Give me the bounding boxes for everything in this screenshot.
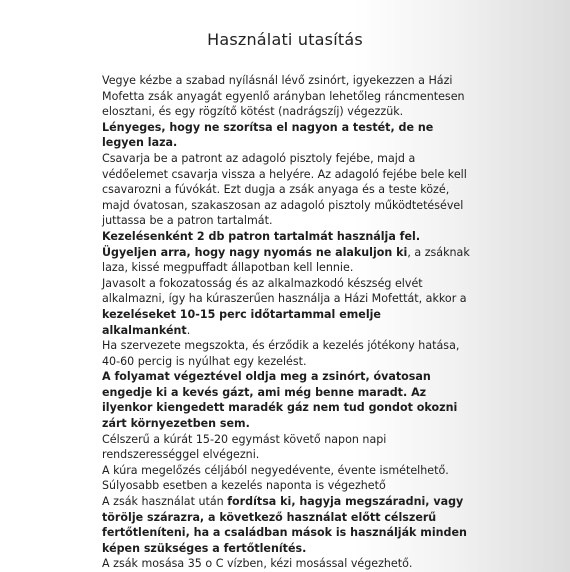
body-text: A zsák használat után (102, 495, 228, 509)
instructions-body (102, 73, 472, 572)
instruction-paragraph (102, 369, 472, 431)
body-text: , a zsáknak laza, kissé megpuffadt állapotban kell lennie. (102, 245, 470, 275)
body-text: Súlyosabb esetben a kezelés naponta is végezhető (102, 479, 386, 493)
instruction-paragraph (102, 120, 472, 151)
body-text: Javasolt a fokozatosság és az alkalmazkodó készség elvét alkalmazni, így ha kúraszerűen használja a Házi Mofettát, akkor a (102, 276, 467, 306)
page-title: Használati utasítás (207, 30, 363, 49)
instruction-paragraph (102, 478, 472, 494)
instruction-paragraph (102, 432, 472, 463)
instruction-paragraph (102, 494, 472, 556)
body-text: Vegye kézbe a szabad nyílásnál lévő zsinórt, igyekezzen a Házi Mofetta zsák anyagát egyenlő arányban lehetőleg ráncmentesen elosztani, és egy rögzítő kötést (nadrágszíj) végezzük. (102, 74, 465, 119)
instruction-paragraph (102, 73, 472, 120)
bold-text: kezeléseket 10-15 perc időtartammal emelje alkalmanként (102, 307, 381, 337)
instruction-paragraph (102, 338, 472, 369)
instruction-paragraph (102, 245, 472, 276)
bold-text: Kezelésenként 2 db patron tartalmát használja fel. (102, 229, 421, 243)
bold-text: A folyamat végeztével oldja meg a zsinórt, óvatosan engedje ki a kevés gázt, ami még benne maradt. Az ilyenkor kiengedett maradék gáz nem tud gondot okozni zárt környezetben sem. (102, 370, 458, 431)
bold-text: Lényeges, hogy ne szorítsa el nagyon a testét, de ne legyen laza. (102, 120, 434, 150)
bold-text: fordítsa ki, hagyja megszáradni, vagy törölje szárazra, a következő használat előtt célszerű fertőtleníteni, ha a családban mások is használják minden képen szükséges a fertőtlenítés. (102, 495, 467, 555)
instruction-paragraph (102, 229, 472, 245)
instruction-paragraph (102, 276, 472, 338)
body-text: Csavarja be a patront az adagoló pisztoly fejébe, majd a védőelemet csavarja vissza a helyére. Az adagoló fejébe bele kell csavarozni a fúvókát. Ezt dugja a zsák anyaga és a teste közé, majd óvatosan, szakaszosan az adagoló pisztoly működtetésével juttassa be a patron tartalmát. (102, 151, 467, 228)
instruction-paragraph (102, 151, 472, 229)
body-text: A kúra megelőzés céljából negyedévente, évente ismételhető. (102, 463, 449, 477)
instruction-paragraph (102, 463, 472, 479)
body-text: . (186, 323, 191, 337)
bold-text: Ügyeljen arra, hogy nagy nyomás ne alakuljon ki (102, 245, 408, 259)
body-text: Ha szervezete megszokta, és érződik a kezelés jótékony hatása, 40-60 percig is nyúlhat egy kezelést. (102, 339, 460, 368)
body-text: A zsák mosása 35 o C vízben, kézi mosással végezhető. (102, 557, 413, 571)
body-text: Célszerű a kúrát 15-20 egymást követő napon napi rendszerességgel elvégezni. (102, 432, 387, 462)
